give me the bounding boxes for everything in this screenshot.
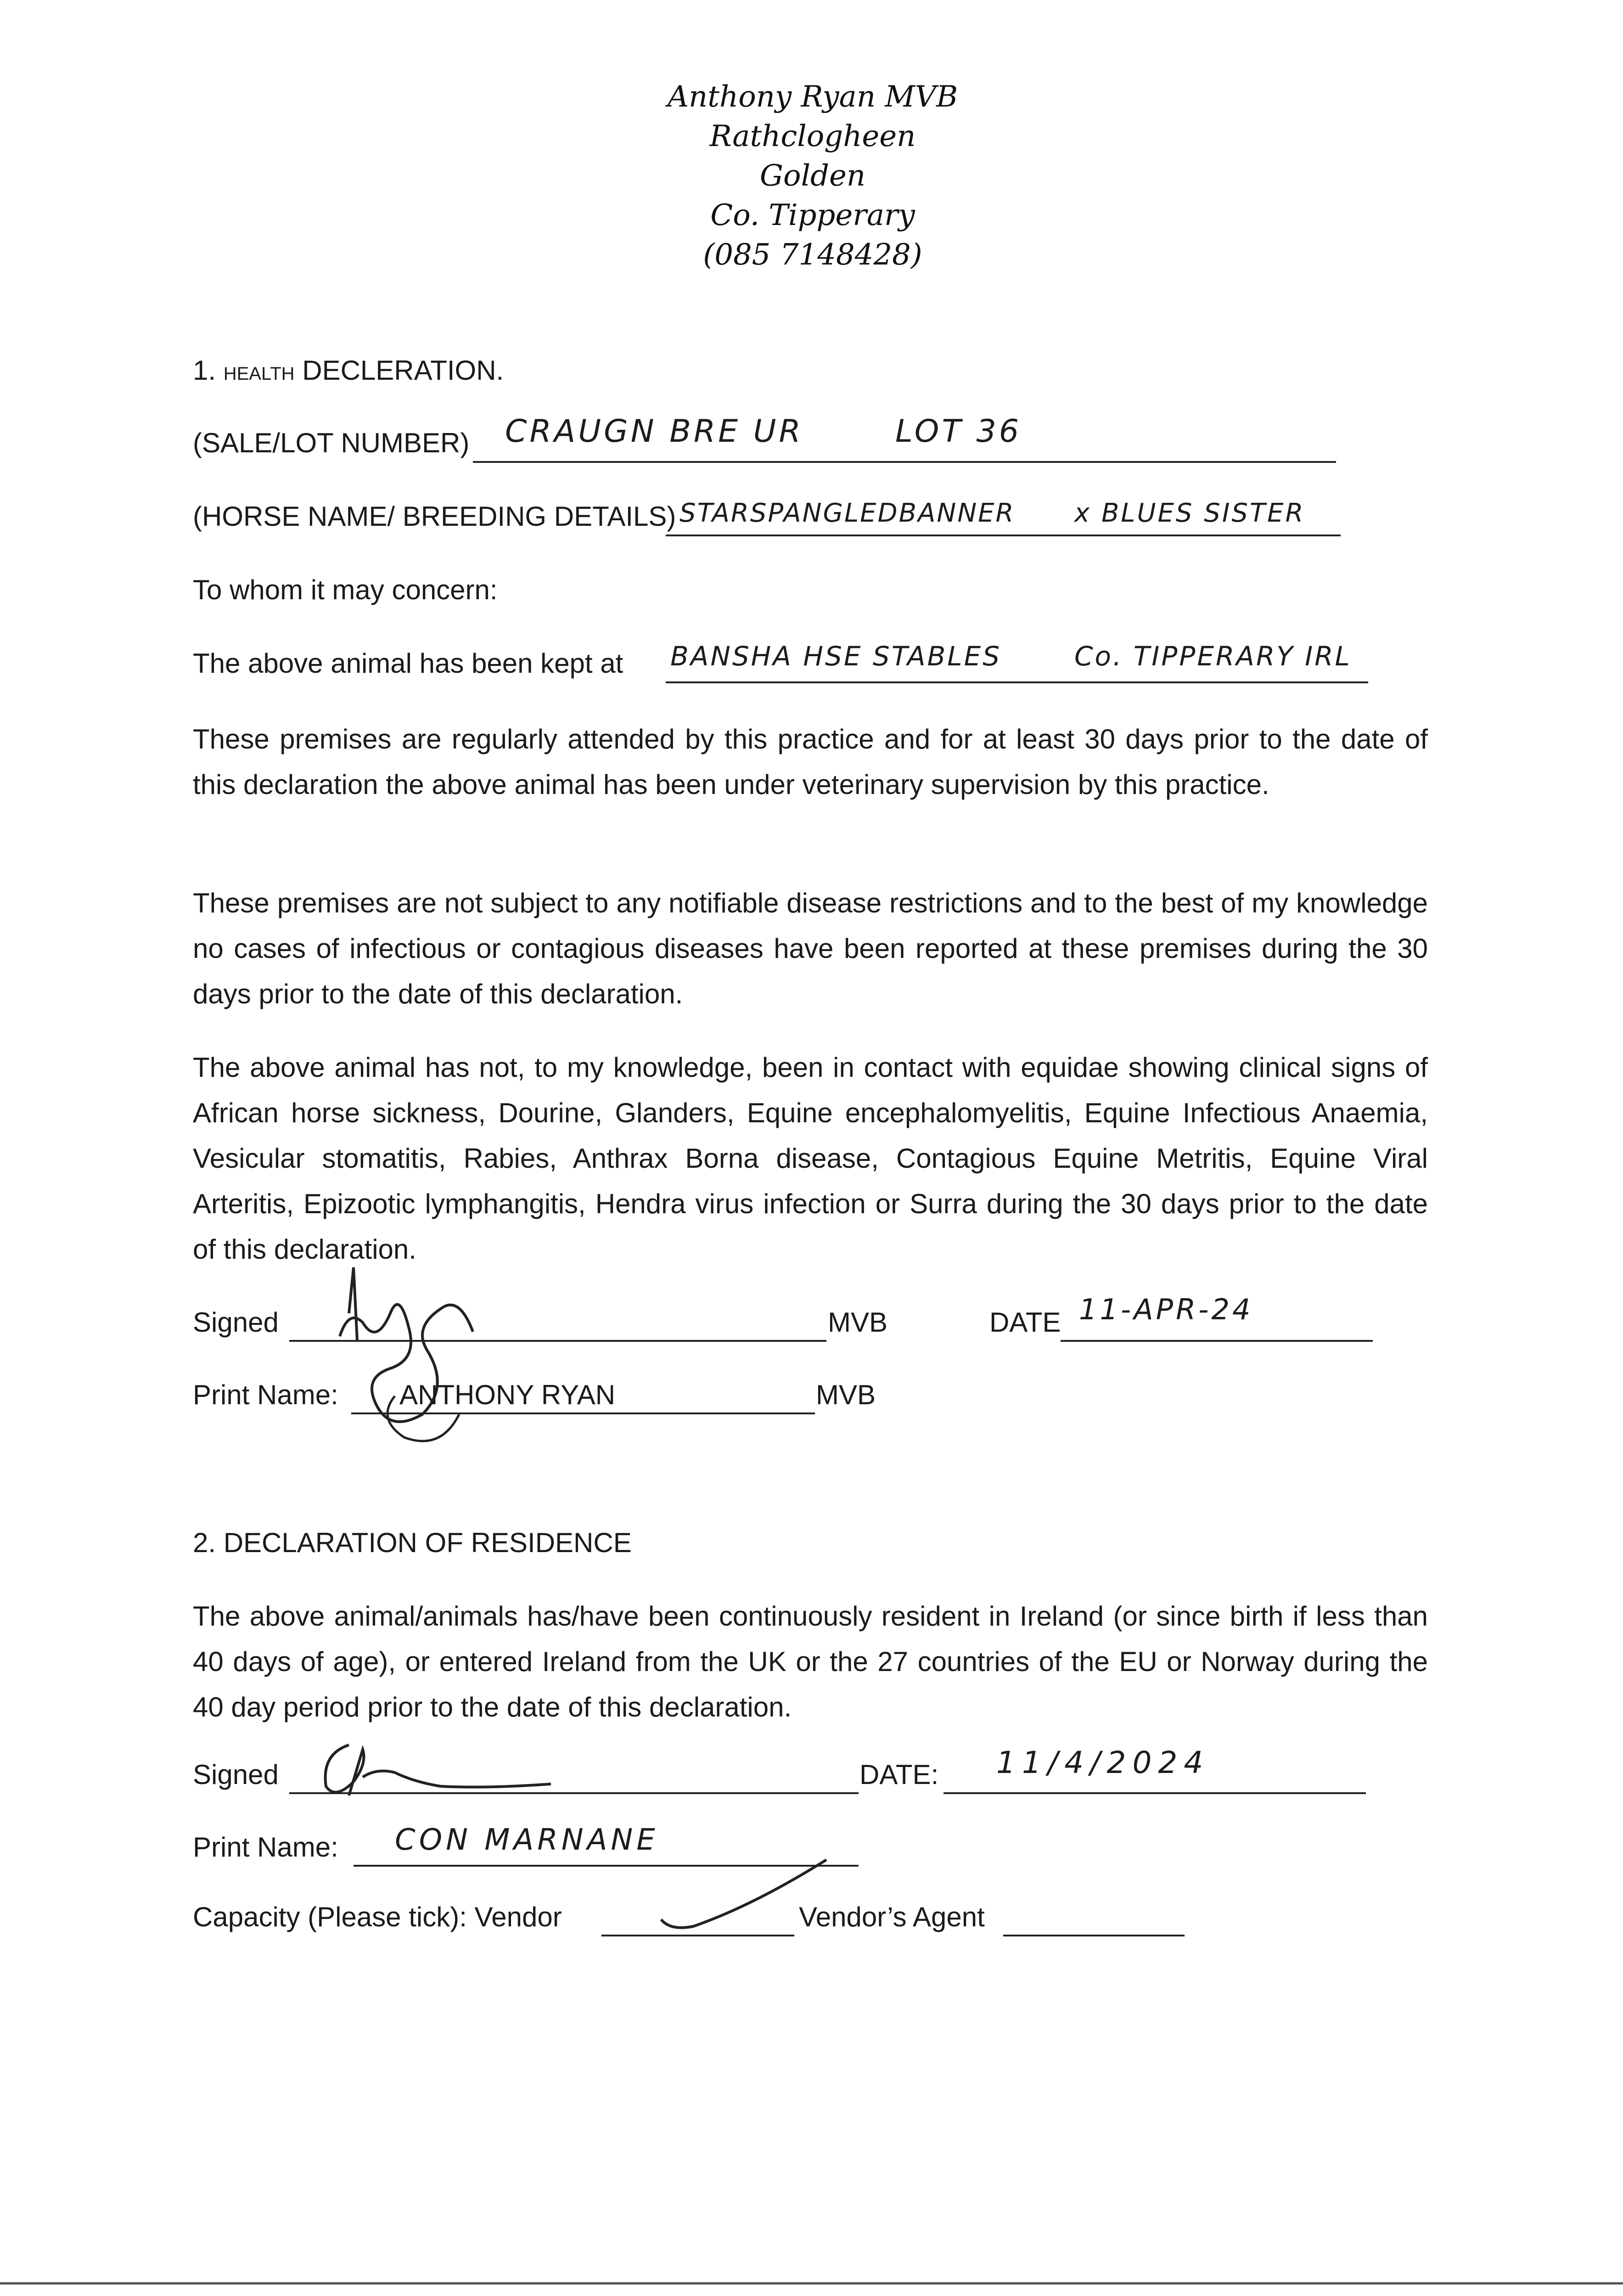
vet-signed-mvb: MVB (828, 1307, 888, 1338)
vet-signed-label: Signed (193, 1307, 279, 1338)
section1-heading-text: DECLERATION. (302, 355, 504, 386)
kept-at-value-2: Co. TIPPERARY IRL (1074, 641, 1352, 672)
to-whom-text: To whom it may concern: (193, 574, 498, 605)
paragraph-residence: The above animal/animals has/have been continuously resident in Ireland (or since birth if less than 40 days of age), or entered Ireland from the UK or the 27 countries of the EU or Norway during the 40 day period prior to the date of this declaration. (193, 1601, 1428, 1722)
sale-lot-line[interactable] (473, 461, 1336, 463)
vet-signature (321, 1240, 578, 1451)
kept-at-line[interactable] (666, 681, 1368, 683)
vendor-print-name-label: Print Name: (193, 1832, 338, 1863)
section1-number: 1. (193, 355, 216, 386)
vet-date-line[interactable] (1061, 1340, 1373, 1342)
section2-heading: 2. DECLARATION OF RESIDENCE (193, 1527, 632, 1558)
vet-print-name-mvb: MVB (816, 1379, 876, 1410)
vet-phone: (085 7148428) (703, 238, 922, 272)
section1-heading (193, 355, 504, 386)
sale-lot-value: CRAUGN BRE UR (505, 413, 803, 450)
vet-town: Golden (759, 159, 866, 193)
vet-name: Anthony Ryan MVB (667, 80, 958, 114)
vet-townland: Rathclogheen (709, 119, 916, 153)
horse-name-label: (HORSE NAME/ BREEDING DETAILS) (193, 501, 676, 532)
vet-print-name-value: ANTHONY RYAN (399, 1379, 616, 1410)
paragraph-supervision: These premises are regularly attended by this practice and for at least 30 days prior to the date of this declaration the above animal has been under veterinary supervision by this practice. (193, 724, 1428, 800)
vendor-date-line[interactable] (943, 1792, 1366, 1794)
kept-at-value: BANSHA HSE STABLES (670, 641, 1002, 672)
vet-print-name-line[interactable] (351, 1412, 815, 1414)
vendor-print-name-value: CON MARNANE (395, 1823, 659, 1857)
sale-lot-label: (SALE/LOT NUMBER) (193, 428, 470, 458)
vendor-date-label: DATE: (859, 1759, 939, 1790)
vendor-signature (294, 1727, 578, 1805)
vet-print-name-label: Print Name: (193, 1379, 338, 1410)
vendor-signed-label: Signed (193, 1759, 279, 1790)
section1-heading-small: HEALTH (223, 364, 295, 384)
capacity-label: Capacity (Please tick): Vendor (193, 1902, 562, 1932)
page-bottom-edge (0, 2282, 1623, 2285)
horse-name-line[interactable] (666, 535, 1341, 536)
vendor-agent-label: Vendor’s Agent (799, 1902, 985, 1932)
letterhead (551, 77, 1074, 275)
sale-lot-value-2: LOT 36 (895, 413, 1022, 450)
vet-county: Co. Tipperary (710, 198, 915, 232)
horse-name-value-2: x BLUES SISTER (1074, 498, 1305, 528)
kept-at-label: The above animal has been kept at (193, 648, 623, 679)
horse-name-value: STARSPANGLEDBANNER (680, 498, 1015, 528)
vendor-agent-tick-line[interactable] (1003, 1935, 1185, 1936)
vet-date-value: 11-APR-24 (1079, 1293, 1253, 1326)
vendor-date-value: 11/4/2024 (996, 1745, 1210, 1780)
paragraph-equidae-contact: The above animal has not, to my knowledge, been in contact with equidae showing clinical signs of African horse sickness, Dourine, Glanders, Equine encephalomyelitis, Equine Infectious Anaemia, Vesicular stomatitis, Rabies, Anthrax Borna disease, Contagious Equine Metritis, Equine Viral Arteritis, Epizootic lymphangitis, Hendra virus infection or Surra during the 30 days prior to the date of this declaration. (193, 1052, 1428, 1265)
paragraph-disease-restrictions: These premises are not subject to any notifiable disease restrictions and to the best of my knowledge no cases of infectious or contagious diseases have been reported at these premises during the 30 days prior to the date of this declaration. (193, 888, 1428, 1009)
vet-date-label: DATE (989, 1307, 1061, 1338)
